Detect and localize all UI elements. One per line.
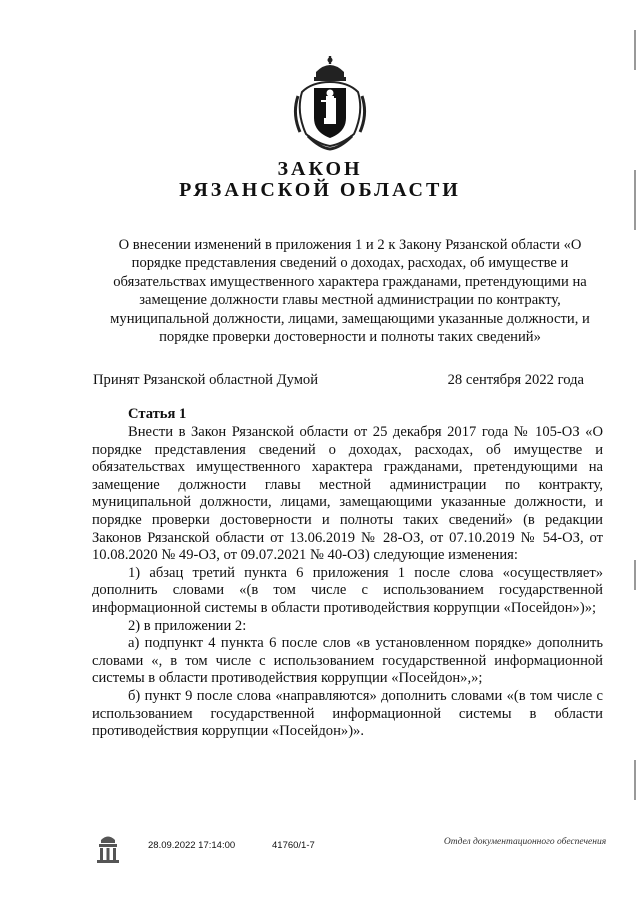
duma-logo-icon xyxy=(95,832,121,866)
scan-edge-mark xyxy=(634,560,636,590)
article-paragraph: 2) в приложении 2: xyxy=(128,617,247,634)
coat-of-arms-emblem xyxy=(290,52,370,152)
scan-edge-mark xyxy=(634,760,636,800)
article-body xyxy=(92,424,603,741)
region-title: РЯЗАНСКОЙ ОБЛАСТИ xyxy=(179,179,461,201)
footer-doc-number: 41760/1-7 xyxy=(272,840,315,851)
article-paragraph: а) подпункт 4 пункта 6 после слов «в установленном порядке» дополнить словами «, в том числе с использованием государственной информационной системы в области противодействия коррупции «Посейдон»,»; xyxy=(92,635,603,687)
law-subtitle: О внесении изменений в приложения 1 и 2 к Закону Рязанской области «О порядке представления сведений о доходах, расходах, об имуществе и обязательствах имущественного характера гражданами, претендующими на замещение должности главы местной администрации по контракту, муниципальной должности, лицами, замещающими указанные должности, и порядке проверки достоверности и полноты таких сведений» xyxy=(110,237,590,346)
department-stamp: Отдел документационного обеспечения xyxy=(443,837,607,847)
article-paragraph: 1) абзац третий пункта 6 приложения 1 после слова «осуществляет» дополнить словами «(в том числе с использованием государственной информационной системы в области противодействия коррупции «Посейдон»)»; xyxy=(92,564,603,616)
adopted-date: 28 сентября 2022 года xyxy=(447,372,584,388)
article-paragraph: б) пункт 9 после слова «направляются» дополнить словами «(в том числе с использованием государственной информационной системы в области противодействия коррупции «Посейдон»)». xyxy=(92,687,603,740)
scan-edge-mark xyxy=(634,170,636,230)
adopted-by: Принят Рязанской областной Думой xyxy=(93,372,319,388)
footer-timestamp: 28.09.2022 17:14:00 xyxy=(148,840,236,851)
article-title: Статья 1 xyxy=(128,406,187,422)
scan-edge-mark xyxy=(634,30,636,70)
article-paragraph: Внести в Закон Рязанской области от 25 декабря 2017 года № 105-ОЗ «О порядке представления сведений о доходах, расходах, об имуществе и обязательствах имущественного характера гражданами, претендующими на замещение должности главы местной администрации по контракту, муниципальной должности, лицами, замещающими указанные должности, и порядке проверки достоверности и полноты таких сведений» (в редакции Законов Рязанской области от 13.06.2019 № 28-ОЗ, от 07.10.2019 № 54-ОЗ, от 10.08.2020 № 49-ОЗ, от 09.07.2021 № 40-ОЗ) следующие изменения: xyxy=(92,424,603,564)
law-title: ЗАКОН xyxy=(277,158,363,180)
